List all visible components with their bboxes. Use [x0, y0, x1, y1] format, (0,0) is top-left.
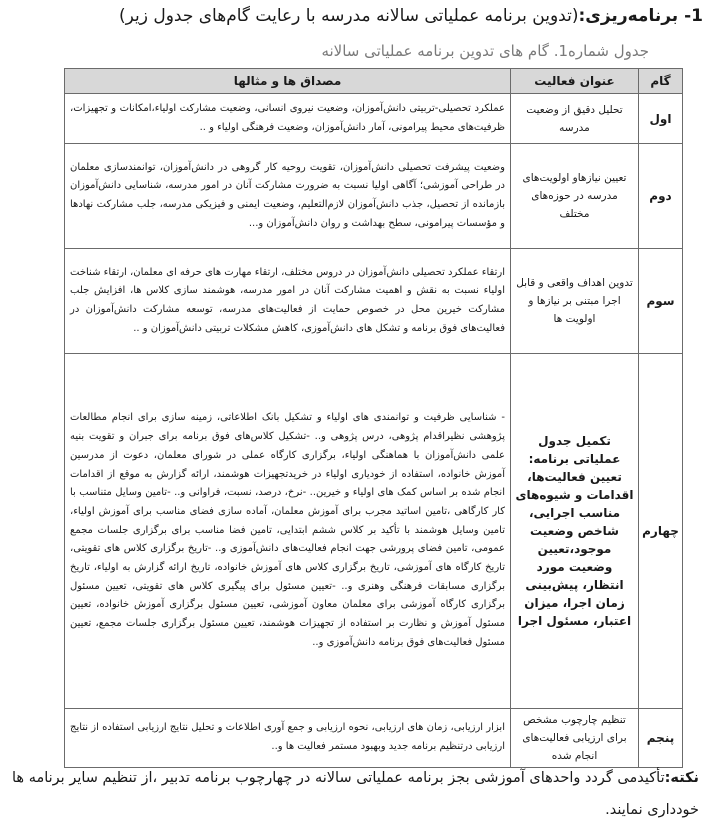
note-text: تأکیدمی گردد واحدهای آموزشی بجز برنامه عملیاتی سالانه در چهارچوب برنامه تدبیر ،از تنظیم سایر برنامه ها خودداری نمایند. [12, 770, 699, 818]
operational-plan-steps-table [64, 68, 683, 768]
examples-cell: وضعیت پیشرفت تحصیلی دانش‌آموزان، تقویت روحیه کار گروهی در دانش‌آموزان، توانمندسازی معلمان در طراحی آموزشی؛ آگاهی اولیا نسبت به ضرورت مشارکت آنان در امور مدرسه، شناسایی دانش‌آموزان بازمانده از تحصیل، جذب دانش‌آموزان لازم‌التعلیم، وضعیت ایمنی و فیزیکی مدرسه، جلب مشارکت نهادها و مؤسسات پیرامونی، سطح بهداشت و روان دانش‌آموزان و... [65, 144, 511, 249]
table-header-row [65, 69, 683, 94]
step-cell: پنجم [639, 709, 683, 768]
heading-description: (تدوین برنامه عملیاتی سالانه مدرسه با رعایت گام‌های جدول زیر) [118, 6, 579, 26]
examples-cell: - شناسایی ظرفیت و توانمندی های اولیاء و تشکیل بانک اطلاعاتی، زمینه سازی برای انجام مطالعات پژوهشی نظیراقدام پژوهی، درس پژوهی و.. -تشکیل کلاس‌های فوق برنامه برای جبران و تقویت بنیه علمی دانش‌آموزان با هماهنگی اولیاء، برگزاری کارگاه عملی در شورای معلمان، دعوت از مدرسین آموزش خانواده، استفاده از خودیاری اولیاء در خریدتجهیزات هوشمند، ارائه گزارش به موقع از اقدامات انجام شده بر اساس کمک های اولیاء و خیرین.. -نرخ، درصد، نسبت، فراوانی و.. -تامین وسایل متناسب با کار کارگاهی ،تامین اساتید مجرب برای آموزش معلمان، آماده سازی فضای مناسب برای آموزش اولیاء، تامین وسایل هوشمند با تأکید بر کلاس ششم ابتدایی، تامین فضا مناسب برای برگزاری جلسات مجمع عمومی، تامین فضای پرورشی جهت انجام فعالیت‌های دانش‌آموزی و.. -تاریخ برگزاری کلاس های تقویتی، تاریخ کارگاه های آموزشی، تاریخ برگزاری کلاس های آموزش خانواده، تاریخ ارائه گزارش به اولیاء، تاریخ برگزاری مسابقات فرهنگی وهنری و.. -تعیین مسئول برای پیگیری کلاس های تقویتی، تعیین مسئول برگزاری کارگاه آموزشی برای معلمان معاون آموزشی، تعیین مسئول برگزاری آموزش خانواده، تعیین مسئول آموزش و نظارت بر استفاده از تجهیزات هوشمند، تعیین مسئول برگزاری جلسات مجمع، تعیین مسئول فعالیت‌های فوق برنامه دانش‌آموزی و.. [65, 354, 511, 709]
examples-cell: ابزار ارزیابی، زمان های ارزیابی، نحوه ارزیابی و جمع آوری اطلاعات و تحلیل نتایج ارزیابی استفاده از نتایج ارزیابی درتنظیم برنامه جدید وبهبود مستمر فعالیت ها و.. [65, 709, 511, 768]
table-row [65, 94, 683, 144]
activity-title-cell: تحلیل دقیق از وضعیت مدرسه [511, 94, 639, 144]
step-cell: چهارم [639, 354, 683, 709]
footnote [8, 762, 699, 826]
step-cell: دوم [639, 144, 683, 249]
section-heading [8, 6, 703, 26]
heading-number-title: 1- برنامه‌ریزی [585, 6, 703, 26]
table-caption: جدول شماره1. گام های تدوین برنامه عملیاتی سالانه [321, 42, 649, 60]
note-label: نکته: [664, 770, 699, 786]
table-row [65, 354, 683, 709]
activity-title-cell: تکمیل جدول عملیاتی برنامه: تعیین فعالیت‌ها، اقدامات و شیوه‌های مناسب اجرایی، شاخص وضعیت موجود،تعیین وضعیت مورد انتظار، پیش‌بینی زمان اجرا، میزان اعتبار، مسئول اجرا [511, 354, 639, 709]
activity-title-cell: تعیین نیازهاو اولویت‌های مدرسه در حوزه‌های مختلف [511, 144, 639, 249]
heading-separator: : [578, 6, 586, 26]
header-activity-title: عنوان فعالیت [511, 69, 639, 94]
table-row [65, 249, 683, 354]
step-cell: سوم [639, 249, 683, 354]
step-cell: اول [639, 94, 683, 144]
examples-cell: عملکرد تحصیلی-تربیتی دانش‌آموزان، وضعیت نیروی انسانی، وضعیت مشارکت اولیاء،امکانات و تجهیزات، ظرفیت‌های محیط پیرامونی، آمار دانش‌آموزان، وضعیت فرهنگی اولیاء و .. [65, 94, 511, 144]
header-step: گام [639, 69, 683, 94]
table-row [65, 709, 683, 768]
table-row [65, 144, 683, 249]
examples-cell: ارتقاء عملکرد تحصیلی دانش‌آموزان در دروس مختلف، ارتقاء مهارت های حرفه ای معلمان، ارتقاء شناخت اولیاء نسبت به نقش و اهمیت مشارکت آنان در امور مدرسه، هوشمند سازی کلاس ها، افزایش جلب مشارکت خیرین محل در خصوص حمایت از فعالیت‌های مدرسه، توسعه مشارکت دانش‌آموزان در فعالیت‌های فوق برنامه و تشکل های دانش‌آموزی، کاهش مشکلات تربیتی دانش‌آموزان و .. [65, 249, 511, 354]
header-examples: مصداق ها و مثالها [65, 69, 511, 94]
activity-title-cell: تنظیم چارچوب مشخص برای ارزیابی فعالیت‌های انجام شده [511, 709, 639, 768]
activity-title-cell: تدوین اهداف واقعی و قابل اجرا مبتنی بر نیازها و اولویت ها [511, 249, 639, 354]
